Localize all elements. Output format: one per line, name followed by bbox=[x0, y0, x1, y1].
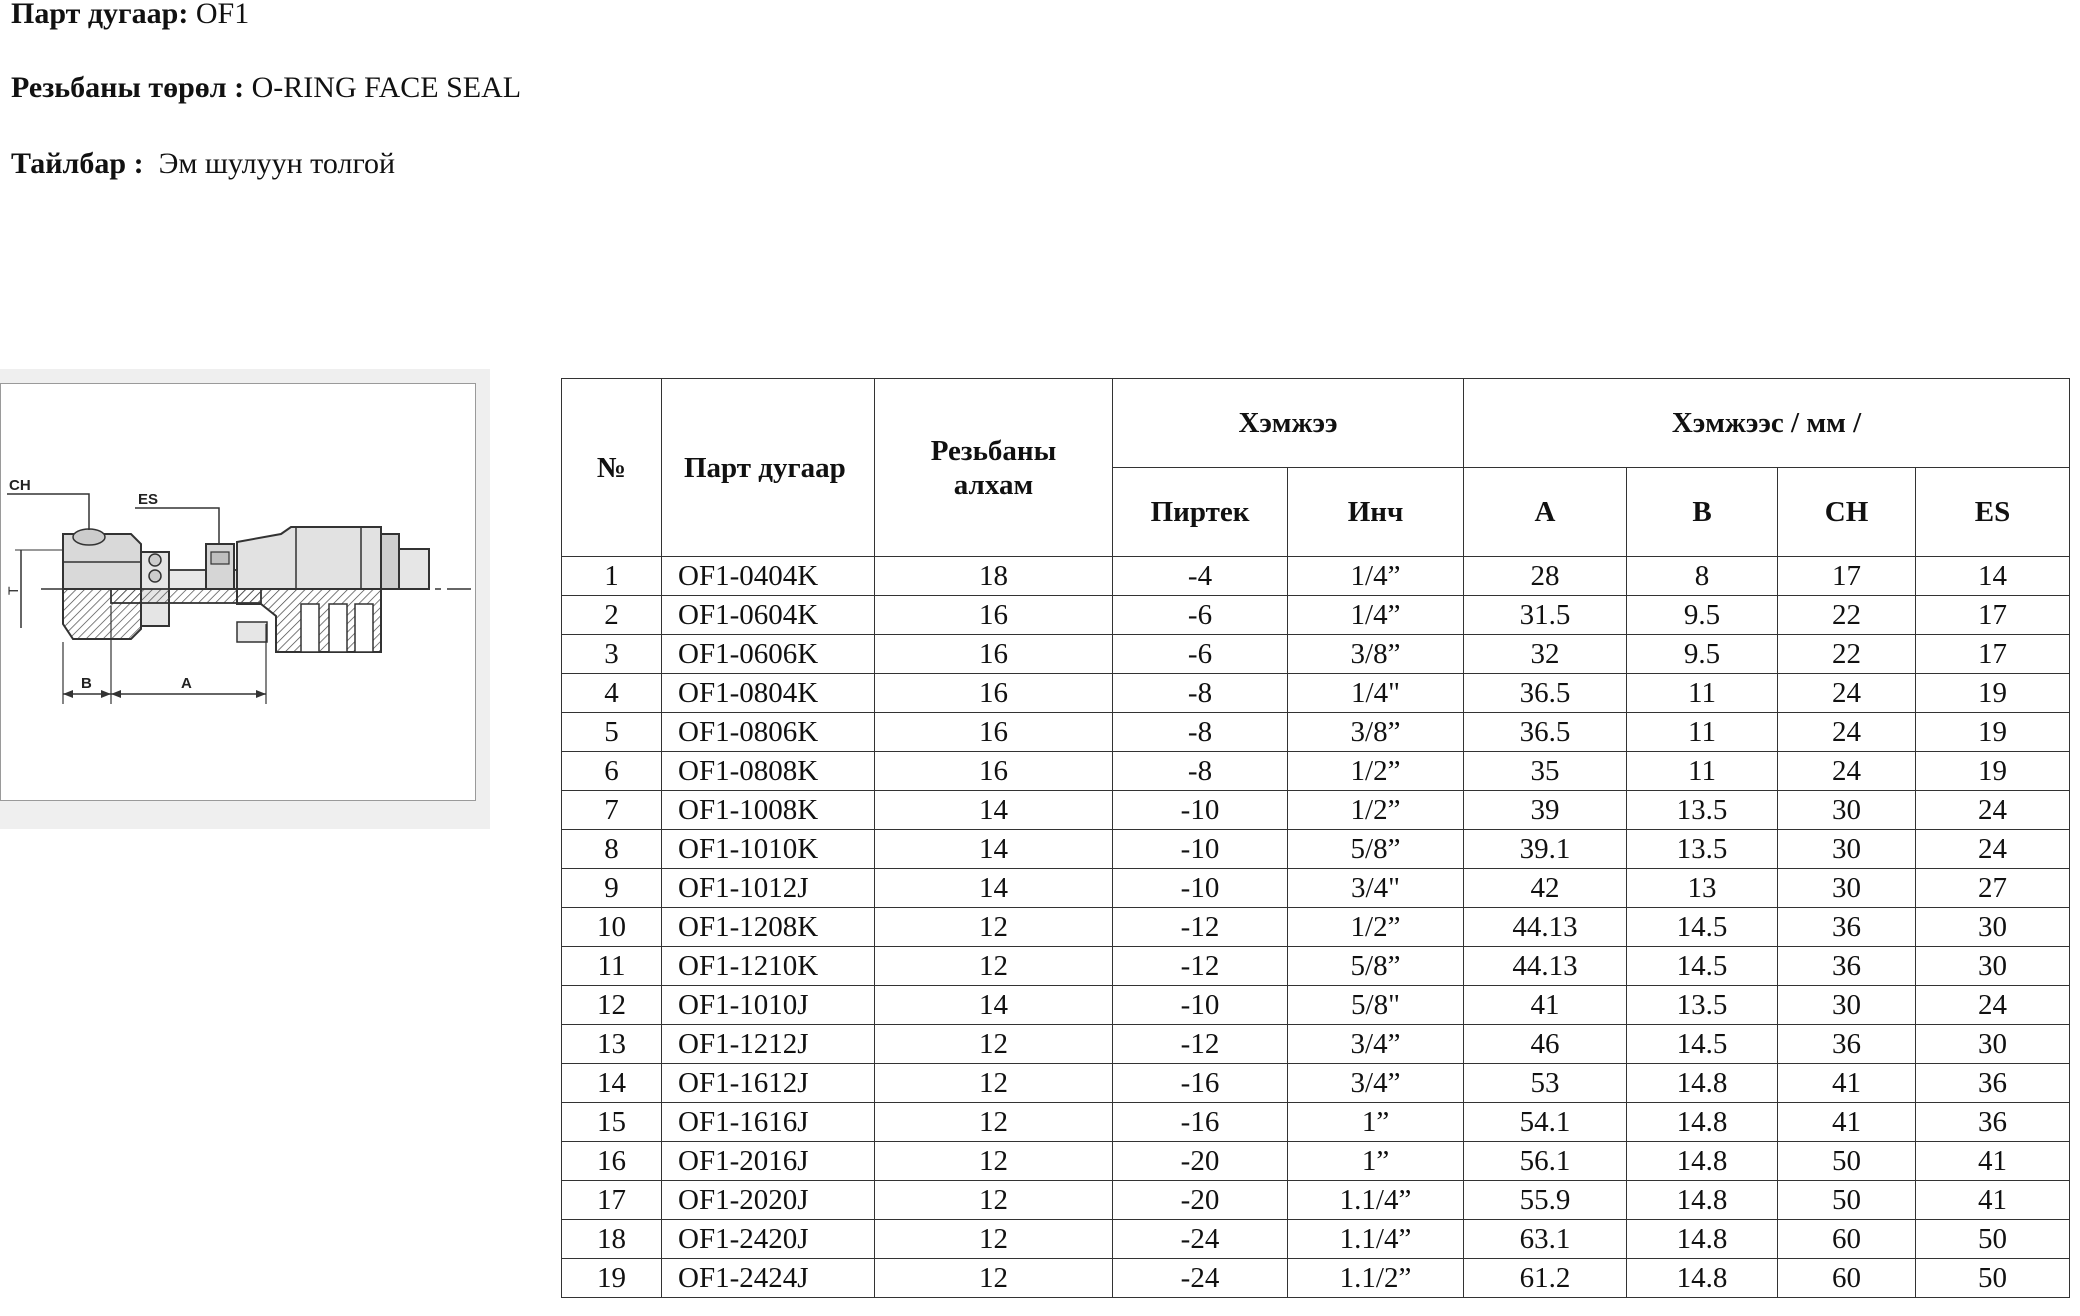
cell-pirtek: -10 bbox=[1113, 830, 1288, 869]
part-number-line bbox=[11, 0, 249, 32]
header-a: A bbox=[1464, 468, 1627, 557]
cell-es: 50 bbox=[1916, 1220, 2070, 1259]
cell-ch: 24 bbox=[1778, 752, 1916, 791]
cell-thread-step: 12 bbox=[875, 1025, 1113, 1064]
cell-pirtek: -16 bbox=[1113, 1103, 1288, 1142]
cell-a: 46 bbox=[1464, 1025, 1627, 1064]
table-row bbox=[562, 986, 2070, 1025]
header-thread-step-text: Резьбаны алхам bbox=[930, 434, 1057, 501]
cell-part-number: OF1-1010J bbox=[662, 986, 875, 1025]
cell-ch: 30 bbox=[1778, 986, 1916, 1025]
cell-thread-step: 14 bbox=[875, 986, 1113, 1025]
header-pirtek: Пиртек bbox=[1113, 468, 1288, 557]
cell-ch: 22 bbox=[1778, 635, 1916, 674]
header-no: № bbox=[562, 379, 662, 557]
cell-thread-step: 12 bbox=[875, 908, 1113, 947]
table-row bbox=[562, 713, 2070, 752]
header-es: ES bbox=[1916, 468, 2070, 557]
cell-no: 9 bbox=[562, 869, 662, 908]
cell-a: 63.1 bbox=[1464, 1220, 1627, 1259]
cell-es: 50 bbox=[1916, 1259, 2070, 1298]
label-t: T bbox=[5, 586, 21, 595]
header-part-number: Парт дугаар bbox=[662, 379, 875, 557]
table-row bbox=[562, 1064, 2070, 1103]
cell-ch: 17 bbox=[1778, 557, 1916, 596]
cell-part-number: OF1-0806K bbox=[662, 713, 875, 752]
header-inch: Инч bbox=[1288, 468, 1464, 557]
cell-pirtek: -6 bbox=[1113, 635, 1288, 674]
cell-no: 4 bbox=[562, 674, 662, 713]
cell-thread-step: 16 bbox=[875, 596, 1113, 635]
cell-inch: 3/8” bbox=[1288, 713, 1464, 752]
fitting-drawing-panel bbox=[0, 369, 490, 829]
cell-b: 11 bbox=[1627, 713, 1778, 752]
part-number-value: OF1 bbox=[188, 0, 250, 30]
thread-type-value: O-RING FACE SEAL bbox=[244, 71, 522, 104]
cell-thread-step: 12 bbox=[875, 947, 1113, 986]
header-ch: CH bbox=[1778, 468, 1916, 557]
cell-a: 39 bbox=[1464, 791, 1627, 830]
header-size-group: Хэмжээ bbox=[1113, 379, 1464, 468]
cell-inch: 1” bbox=[1288, 1142, 1464, 1181]
cell-inch: 1.1/4” bbox=[1288, 1220, 1464, 1259]
cell-inch: 3/8” bbox=[1288, 635, 1464, 674]
cell-b: 13 bbox=[1627, 869, 1778, 908]
cell-thread-step: 12 bbox=[875, 1103, 1113, 1142]
cell-es: 19 bbox=[1916, 713, 2070, 752]
cell-es: 19 bbox=[1916, 674, 2070, 713]
cell-ch: 36 bbox=[1778, 947, 1916, 986]
cell-no: 16 bbox=[562, 1142, 662, 1181]
cell-es: 27 bbox=[1916, 869, 2070, 908]
cell-b: 14.8 bbox=[1627, 1181, 1778, 1220]
cell-es: 24 bbox=[1916, 986, 2070, 1025]
cell-ch: 24 bbox=[1778, 674, 1916, 713]
cell-a: 31.5 bbox=[1464, 596, 1627, 635]
cell-no: 15 bbox=[562, 1103, 662, 1142]
cell-a: 36.5 bbox=[1464, 713, 1627, 752]
header-thread-step bbox=[875, 379, 1113, 557]
cell-pirtek: -6 bbox=[1113, 596, 1288, 635]
table-row bbox=[562, 596, 2070, 635]
cell-no: 10 bbox=[562, 908, 662, 947]
cell-inch: 3/4" bbox=[1288, 869, 1464, 908]
fitting-drawing-frame bbox=[0, 383, 476, 801]
description-line bbox=[11, 146, 395, 182]
cell-b: 13.5 bbox=[1627, 830, 1778, 869]
cell-pirtek: -12 bbox=[1113, 947, 1288, 986]
table-row bbox=[562, 791, 2070, 830]
cell-es: 24 bbox=[1916, 791, 2070, 830]
cell-part-number: OF1-1208K bbox=[662, 908, 875, 947]
cell-thread-step: 12 bbox=[875, 1142, 1113, 1181]
cell-no: 11 bbox=[562, 947, 662, 986]
cell-inch: 5/8" bbox=[1288, 986, 1464, 1025]
cell-no: 3 bbox=[562, 635, 662, 674]
cell-a: 44.13 bbox=[1464, 908, 1627, 947]
cell-thread-step: 12 bbox=[875, 1259, 1113, 1298]
cell-thread-step: 18 bbox=[875, 557, 1113, 596]
table-row bbox=[562, 1142, 2070, 1181]
cell-part-number: OF1-0404K bbox=[662, 557, 875, 596]
cell-part-number: OF1-1212J bbox=[662, 1025, 875, 1064]
cell-b: 14.8 bbox=[1627, 1103, 1778, 1142]
cell-part-number: OF1-1616J bbox=[662, 1103, 875, 1142]
thread-type-label: Резьбаны төрөл : bbox=[11, 71, 245, 104]
cell-no: 2 bbox=[562, 596, 662, 635]
cell-b: 14.8 bbox=[1627, 1259, 1778, 1298]
cell-pirtek: -16 bbox=[1113, 1064, 1288, 1103]
cell-no: 13 bbox=[562, 1025, 662, 1064]
cell-a: 54.1 bbox=[1464, 1103, 1627, 1142]
cell-no: 5 bbox=[562, 713, 662, 752]
cell-no: 7 bbox=[562, 791, 662, 830]
cell-a: 41 bbox=[1464, 986, 1627, 1025]
cell-es: 41 bbox=[1916, 1142, 2070, 1181]
cell-b: 14.5 bbox=[1627, 947, 1778, 986]
cell-es: 36 bbox=[1916, 1064, 2070, 1103]
cell-ch: 36 bbox=[1778, 908, 1916, 947]
cell-ch: 30 bbox=[1778, 869, 1916, 908]
cell-a: 61.2 bbox=[1464, 1259, 1627, 1298]
cell-ch: 50 bbox=[1778, 1142, 1916, 1181]
cell-pirtek: -20 bbox=[1113, 1142, 1288, 1181]
cell-pirtek: -20 bbox=[1113, 1181, 1288, 1220]
cell-es: 41 bbox=[1916, 1181, 2070, 1220]
cell-part-number: OF1-0804K bbox=[662, 674, 875, 713]
cell-es: 24 bbox=[1916, 830, 2070, 869]
cell-b: 9.5 bbox=[1627, 635, 1778, 674]
cell-pirtek: -12 bbox=[1113, 1025, 1288, 1064]
cell-a: 42 bbox=[1464, 869, 1627, 908]
cell-a: 39.1 bbox=[1464, 830, 1627, 869]
table-row bbox=[562, 635, 2070, 674]
table-row bbox=[562, 1181, 2070, 1220]
table-row bbox=[562, 830, 2070, 869]
table-row bbox=[562, 947, 2070, 986]
cell-thread-step: 16 bbox=[875, 713, 1113, 752]
cell-part-number: OF1-1612J bbox=[662, 1064, 875, 1103]
cell-a: 35 bbox=[1464, 752, 1627, 791]
cell-b: 13.5 bbox=[1627, 791, 1778, 830]
cell-part-number: OF1-1012J bbox=[662, 869, 875, 908]
cell-es: 36 bbox=[1916, 1103, 2070, 1142]
label-es: ES bbox=[138, 491, 159, 508]
cell-inch: 1/2” bbox=[1288, 752, 1464, 791]
cell-ch: 36 bbox=[1778, 1025, 1916, 1064]
label-ch: CH bbox=[9, 477, 31, 494]
cell-ch: 30 bbox=[1778, 830, 1916, 869]
part-number-label: Парт дугаар: bbox=[11, 0, 189, 30]
cell-ch: 50 bbox=[1778, 1181, 1916, 1220]
cell-b: 14.5 bbox=[1627, 908, 1778, 947]
table-row bbox=[562, 674, 2070, 713]
cell-ch: 41 bbox=[1778, 1103, 1916, 1142]
cell-part-number: OF1-0606K bbox=[662, 635, 875, 674]
spec-table bbox=[561, 378, 2070, 1298]
cell-es: 17 bbox=[1916, 596, 2070, 635]
cell-no: 18 bbox=[562, 1220, 662, 1259]
cell-a: 53 bbox=[1464, 1064, 1627, 1103]
cell-thread-step: 14 bbox=[875, 791, 1113, 830]
fitting-technical-drawing bbox=[1, 384, 477, 802]
cell-thread-step: 12 bbox=[875, 1220, 1113, 1259]
cell-pirtek: -10 bbox=[1113, 791, 1288, 830]
cell-inch: 5/8” bbox=[1288, 830, 1464, 869]
cell-inch: 1/4” bbox=[1288, 557, 1464, 596]
cell-es: 17 bbox=[1916, 635, 2070, 674]
cell-pirtek: -8 bbox=[1113, 752, 1288, 791]
cell-pirtek: -10 bbox=[1113, 869, 1288, 908]
cell-pirtek: -12 bbox=[1113, 908, 1288, 947]
cell-pirtek: -10 bbox=[1113, 986, 1288, 1025]
cell-b: 11 bbox=[1627, 674, 1778, 713]
cell-b: 14.8 bbox=[1627, 1064, 1778, 1103]
cell-a: 56.1 bbox=[1464, 1142, 1627, 1181]
cell-pirtek: -24 bbox=[1113, 1220, 1288, 1259]
cell-b: 13.5 bbox=[1627, 986, 1778, 1025]
cell-pirtek: -8 bbox=[1113, 713, 1288, 752]
cell-ch: 22 bbox=[1778, 596, 1916, 635]
cell-ch: 60 bbox=[1778, 1220, 1916, 1259]
description-value: Эм шулуун толгой bbox=[143, 147, 396, 180]
cell-pirtek: -4 bbox=[1113, 557, 1288, 596]
cell-es: 30 bbox=[1916, 908, 2070, 947]
table-row bbox=[562, 1025, 2070, 1064]
cell-thread-step: 16 bbox=[875, 674, 1113, 713]
cell-pirtek: -8 bbox=[1113, 674, 1288, 713]
cell-thread-step: 14 bbox=[875, 830, 1113, 869]
cell-inch: 1/2” bbox=[1288, 791, 1464, 830]
cell-b: 9.5 bbox=[1627, 596, 1778, 635]
table-row bbox=[562, 557, 2070, 596]
thread-type-line bbox=[11, 70, 521, 106]
cell-thread-step: 12 bbox=[875, 1181, 1113, 1220]
cell-inch: 1” bbox=[1288, 1103, 1464, 1142]
spec-table-body bbox=[562, 557, 2070, 1298]
cell-a: 28 bbox=[1464, 557, 1627, 596]
cell-no: 12 bbox=[562, 986, 662, 1025]
cell-part-number: OF1-1210K bbox=[662, 947, 875, 986]
cell-thread-step: 16 bbox=[875, 635, 1113, 674]
label-a: A bbox=[181, 675, 192, 692]
table-row bbox=[562, 869, 2070, 908]
header-b: B bbox=[1627, 468, 1778, 557]
table-row bbox=[562, 1103, 2070, 1142]
cell-a: 32 bbox=[1464, 635, 1627, 674]
cell-a: 36.5 bbox=[1464, 674, 1627, 713]
cell-inch: 1/4" bbox=[1288, 674, 1464, 713]
cell-part-number: OF1-1010K bbox=[662, 830, 875, 869]
cell-part-number: OF1-0808K bbox=[662, 752, 875, 791]
cell-no: 1 bbox=[562, 557, 662, 596]
cell-part-number: OF1-2020J bbox=[662, 1181, 875, 1220]
cell-a: 44.13 bbox=[1464, 947, 1627, 986]
cell-part-number: OF1-2424J bbox=[662, 1259, 875, 1298]
cell-b: 14.8 bbox=[1627, 1220, 1778, 1259]
cell-ch: 41 bbox=[1778, 1064, 1916, 1103]
cell-es: 30 bbox=[1916, 947, 2070, 986]
cell-b: 14.8 bbox=[1627, 1142, 1778, 1181]
cell-part-number: OF1-1008K bbox=[662, 791, 875, 830]
cell-thread-step: 14 bbox=[875, 869, 1113, 908]
header-dimension-group: Хэмжээс / мм / bbox=[1464, 379, 2070, 468]
table-row bbox=[562, 1220, 2070, 1259]
cell-es: 30 bbox=[1916, 1025, 2070, 1064]
description-label: Тайлбар : bbox=[11, 147, 144, 180]
cell-inch: 1.1/4” bbox=[1288, 1181, 1464, 1220]
cell-part-number: OF1-0604K bbox=[662, 596, 875, 635]
cell-inch: 1/2” bbox=[1288, 908, 1464, 947]
cell-thread-step: 16 bbox=[875, 752, 1113, 791]
cell-es: 19 bbox=[1916, 752, 2070, 791]
cell-es: 14 bbox=[1916, 557, 2070, 596]
cell-no: 14 bbox=[562, 1064, 662, 1103]
cell-inch: 3/4” bbox=[1288, 1025, 1464, 1064]
cell-no: 17 bbox=[562, 1181, 662, 1220]
cell-no: 6 bbox=[562, 752, 662, 791]
cell-inch: 1.1/2” bbox=[1288, 1259, 1464, 1298]
cell-ch: 24 bbox=[1778, 713, 1916, 752]
cell-b: 8 bbox=[1627, 557, 1778, 596]
cell-no: 19 bbox=[562, 1259, 662, 1298]
cell-part-number: OF1-2420J bbox=[662, 1220, 875, 1259]
cell-inch: 1/4” bbox=[1288, 596, 1464, 635]
cell-thread-step: 12 bbox=[875, 1064, 1113, 1103]
cell-part-number: OF1-2016J bbox=[662, 1142, 875, 1181]
label-b: B bbox=[81, 675, 92, 692]
cell-a: 55.9 bbox=[1464, 1181, 1627, 1220]
cell-inch: 5/8” bbox=[1288, 947, 1464, 986]
table-row bbox=[562, 752, 2070, 791]
cell-inch: 3/4” bbox=[1288, 1064, 1464, 1103]
cell-no: 8 bbox=[562, 830, 662, 869]
cell-pirtek: -24 bbox=[1113, 1259, 1288, 1298]
cell-b: 14.5 bbox=[1627, 1025, 1778, 1064]
table-row bbox=[562, 908, 2070, 947]
cell-ch: 30 bbox=[1778, 791, 1916, 830]
cell-b: 11 bbox=[1627, 752, 1778, 791]
table-row bbox=[562, 1259, 2070, 1298]
cell-ch: 60 bbox=[1778, 1259, 1916, 1298]
